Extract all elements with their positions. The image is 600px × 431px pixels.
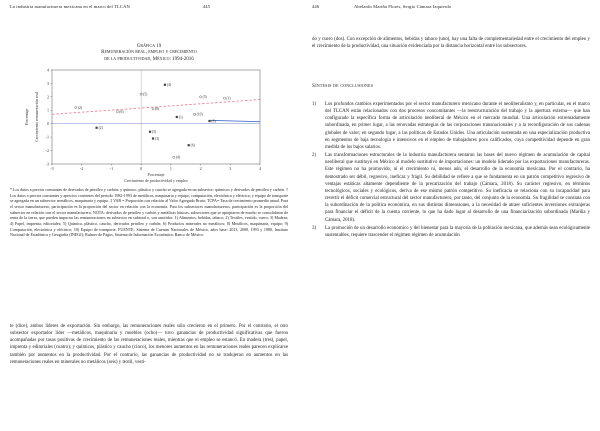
figure-title-line-1: Remuneración real, empleo y crecimiento (101, 50, 197, 56)
list-item-number: 3) (312, 225, 317, 231)
data-point-label: (3) (202, 95, 207, 100)
list-item (312, 225, 590, 239)
left-body-paragraph: te (dice), ambos líderes de exportación. Sin embargo, las remuneraciones reales sólo crecieron en el primero. Por el contrario, el otro subsector exportador líder —metálicos, maquinaria y muebles (ocho)— tuvo ganancias de productividad significativas que fueron acompañadas por tasas positivas de crecimiento de las remuneraciones reales, mientras que el empleo se estancó. En madera (tres), papel, imprenta y editoriales (cuatro); y químicos, plástico y caucho (cinco), los menores aumentos en las remuneraciones reales parecen explicarse también por aumentos en la productividad. Por el contrario, las ganancias de productividad no se tradujeron en aumentos en las remuneraciones reales en minerales no metálicos (seis) y textil, vesti- (10, 324, 288, 365)
data-point-square (176, 116, 178, 118)
figure-title (10, 44, 288, 63)
data-point-square (164, 84, 166, 86)
notes-text: * Los datos a precios constantes de derivados de petróleo y carbón; y químico, plástico y caucho se agregada en un subsector: químicos y derivados de petróleo y carbón. † Los datos a precios constantes y aprecios corrientes del periodo 1982-1993 de metálicos, maquinaria y equipo; computación, electrónica y eléctrica; y equipo de transporte se agregada en un subsector: metálicos, maquinaria y equipo. ‡ VAB = Proporción con relación al Valor Agregado Bruto; TCPA= Tasa de crecimiento promedio anual. Para el sector manufacturero, participación es la proporción del sector en relación con la economía. Para los subsectores manufactureros, participación es la proporción del subsector en relación con el sector manufacturero. NOTA: derivados de petróleo y carbón y metálicas básicas, subsectores que se apropiaron de mucho se consolidaron de renta de la tierra, que pueden impactar las remuneraciones en subsector en subtotal o, son omitidos: 1) Alimentos, bebidas, tabaco; 2) Textiles, vestido, cuero; 3) Madera; 4) Papel, imprenta, editoriales; 5) Química, plástico, caucho, derivados petróleo y carbón; 6) Productos minerales no metálicos; 8) Metálicos, maquinaria, equipo; 9) Computación, electrónica y eléctrico; 10) Equipo de transporte. FUENTE: Sistema de Cuentas Nacionales de México, años base: 2013, 2008, 1993 y 1980, Instituto Nacional de Estadística y Geografía (INEGI); Bulmer de Pagos, Sistema de Información Económica, Banco de México. (10, 187, 288, 238)
x-tick-label: 1 (169, 166, 172, 171)
y-tick-label: 2 (47, 94, 49, 100)
figure-notes (10, 187, 288, 238)
data-point-label: (6) (190, 143, 195, 148)
list-item-number: 1) (312, 102, 317, 107)
data-point-square (208, 120, 210, 122)
plot-frame (52, 70, 260, 164)
data-point-label: (4) (166, 83, 172, 88)
data-point-circle (116, 111, 118, 113)
data-point-label: (8) (211, 119, 216, 124)
data-point-label: (5) (143, 92, 148, 97)
page-number-right: 446 (312, 4, 320, 9)
y-tick-label: 4 (47, 67, 49, 73)
x-tick-label: -3 (50, 166, 54, 171)
figure-label: Gráfica 19 (136, 44, 162, 49)
data-point-circle (75, 107, 77, 109)
scatter-chart (10, 66, 288, 184)
left-page (10, 0, 288, 431)
y-tick-label: 0 (47, 121, 49, 127)
data-point-label: (1) (226, 96, 231, 101)
x-tick-label: 0 (140, 166, 143, 171)
data-point-label: (10) (196, 112, 203, 117)
conclusions-list (312, 101, 590, 240)
data-point-label: (3) (155, 136, 160, 141)
right-body-top (312, 36, 590, 50)
section-heading: Síntesis de conclusiones (312, 83, 374, 89)
y-tick-label: 1 (47, 107, 49, 113)
data-point-label: (2) (98, 126, 103, 131)
list-item-text: Los profundos cambios experimentados por el sector manufacturero mexicano durante el neoliberalismo y, en particular, en el marco del TLCAN están relacionados con dos procesos concomitantes —la reestructuración del trabajo y la apertura externa— que han configurado la específica forma de articulación neoliberal de México en el mercado mundial. Una articulación extremadamente subordinada, en primer lugar, a las renovadas estrategias de las corporaciones transnacionales y a la reconfiguración de sus cadenas globales de valor; en segundo lugar, a las políticas de Estados Unidos. Una articulación sustentada en una especialización productiva en segmentos de baja tecnología e intensivos en el empleo de trabajadores poco calificados, cuya competitividad depende en gran medida de los bajos salarios. (325, 102, 590, 150)
left-body-text (10, 323, 288, 366)
data-point-label: (8) (155, 107, 160, 112)
data-point-circle (223, 97, 225, 99)
data-point-square (188, 144, 190, 146)
data-point-label: (5) (152, 130, 157, 135)
data-point-circle (152, 108, 154, 110)
data-point-circle (199, 96, 201, 98)
data-point-label: (4) (175, 155, 181, 160)
x-axis-label-outer: Porcentaje (147, 172, 165, 177)
list-item-text: Las transformaciones estructurales de la industria manufacturera sentaron las bases del nuevo régimen de acumulación de capital neoliberal que sustituyó en México al modelo sustitutivo de importaciones: un modelo liderado por las exportaciones manufactureras. Este régimen no ha promovido, ni el crecimiento ni, menos aún, el desarrollo de la economía mexicana. Por el contrario, ha demostrado ser débil, regresivo, ineficaz y frágil. Su debilidad se refiere a que se fundamenta en un patrón competitivo regresivo de ventajas estáticas altamente dependiente de la precarización del trabajo (Cámara, 2018). Su carácter regresivo, en términos tecnológicos, sociales y ecológicos, deriva de ese mismo patrón competitivo. Su ineficacia se relaciona con su incapacidad para revertir el déficit comercial estructural del sector manufacturero, por tanto, del conjunto de la economía. Su fragilidad se constata con la subordinación de la política económica, en sus distintas dimensiones, a la necesidad de atraer suficientes inversiones extranjeras para financiar el déficit de la cuenta corriente, lo que ha dado lugar al desarrollo de una financiarización subordinada (Mariña y Cámara, 2018). (325, 153, 590, 223)
data-point-label: (1) (178, 115, 184, 120)
trend-line-solid (209, 119, 260, 124)
data-point-label: (2) (77, 105, 82, 110)
x-tick-label: 4 (259, 166, 261, 171)
figure-title-line-2: de la productividad, México: 1994-2016 (104, 56, 194, 62)
data-point-square (149, 131, 151, 133)
y-tick-label: -3 (45, 161, 49, 167)
y-tick-label: -2 (45, 147, 49, 153)
list-item (312, 152, 590, 224)
data-point-label: (6) (119, 109, 124, 114)
list-item-text: La promoción de un desarrollo económico y del bienestar para la mayoría de la población mexicana, que además sean ecológicamente sustentables, requiere trascender el régimen régimen de acumulación (325, 225, 590, 238)
x-tick-label: 3 (229, 166, 232, 171)
y-axis-label-outer: Porcentaje (24, 108, 29, 126)
y-tick-label: -1 (45, 134, 49, 140)
running-head-authors: Abelardo Mariña Flores, Sergio Cámara Izquierdo (354, 4, 452, 9)
right-page (312, 0, 590, 431)
page-number-left: 445 (202, 4, 210, 9)
running-head-title: La industria manufacturera mexicana en el marco del TLCAN (10, 4, 130, 9)
x-tick-label: -1 (109, 166, 114, 171)
x-axis-label-inner: Crecimiento de productividad y empleo (124, 178, 188, 183)
right-body-paragraph: do y cuero (dos). Con excepción de alimentos, bebidas y tabaco (uno), hay una falta de complementariedad entre el crecimiento del empleo y el crecimiento de la productividad, una situación evidenciada por la distancia horizontal entre los subsectores. (312, 37, 590, 50)
list-item-number: 2) (312, 153, 317, 159)
data-point-square (152, 137, 154, 139)
list-item (312, 101, 590, 151)
data-point-square (95, 127, 97, 129)
data-point-circle (173, 156, 175, 158)
x-tick-label: -2 (80, 166, 84, 171)
y-axis-label-inner: Crecimiento remuneración real (34, 92, 39, 142)
right-running-head (312, 4, 590, 11)
data-point-circle (194, 113, 196, 115)
y-tick-label: 3 (47, 80, 49, 86)
left-running-head (10, 4, 288, 11)
x-tick-label: 2 (199, 166, 202, 171)
